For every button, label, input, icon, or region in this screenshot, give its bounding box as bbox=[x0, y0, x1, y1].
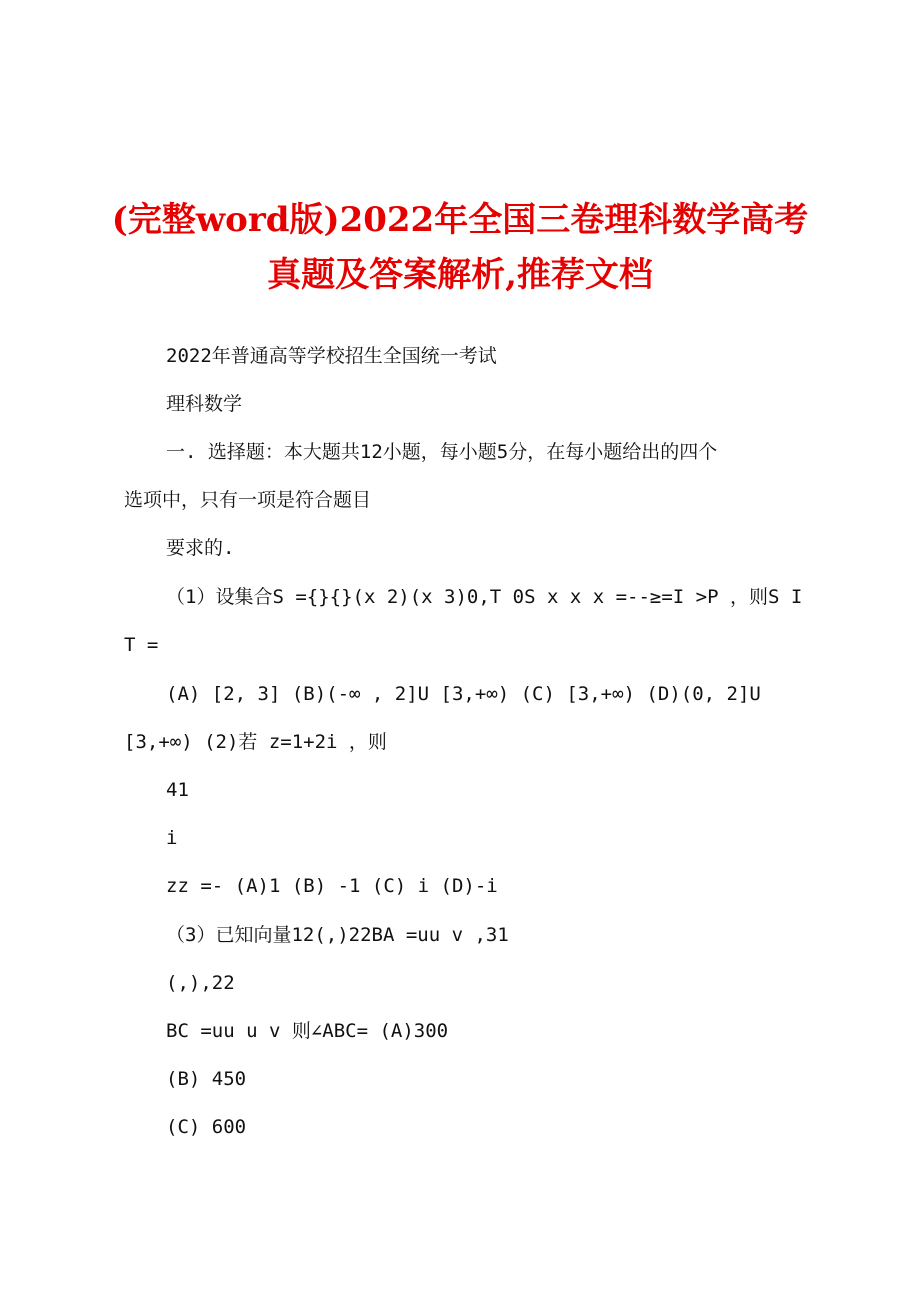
section-header-line-1: 一. 选择题：本大题共12小题，每小题5分，在每小题给出的四个 bbox=[166, 441, 718, 463]
question-3-line-1: （3）已知向量12(,)22BA =uu v ,31 bbox=[166, 924, 509, 946]
question-2-fraction-mid: i bbox=[166, 827, 178, 849]
question-3-option-b: (B) 450 bbox=[166, 1068, 247, 1090]
question-1-line-2: T = bbox=[124, 634, 159, 656]
section-header-line-3: 要求的. bbox=[166, 537, 235, 559]
question-2-line: zz =- (A)1 (B) -1 (C) i (D)-i bbox=[166, 875, 498, 897]
subject-heading: 理科数学 bbox=[166, 393, 243, 415]
document-title-line-2: 真题及答案解析,推荐文档 bbox=[267, 255, 653, 295]
question-3-option-c: (C) 600 bbox=[166, 1116, 247, 1138]
question-3-line-3: BC =uu u v 则∠ABC= (A)300 bbox=[166, 1020, 449, 1042]
exam-name: 2022年普通高等学校招生全国统一考试 bbox=[166, 345, 497, 367]
question-1-options-line-1: (A) [2, 3] (B)(-∞ , 2]U [3,+∞) (C) [3,+∞) (D)(0, 2]U bbox=[166, 683, 761, 705]
question-3-line-2: (,),22 bbox=[166, 972, 235, 994]
section-header-line-2: 选项中，只有一项是符合题目 bbox=[124, 489, 372, 511]
question-1-options-line-2: [3,+∞) (2)若 z=1+2i ，则 bbox=[124, 731, 387, 753]
document-title-line-1: (完整word版)2022年全国三卷理科数学高考 bbox=[111, 200, 809, 240]
question-1-line-1: （1）设集合S ={}{}(x 2)(x 3)0,T 0S x x x =--≥=I >P ，则S I bbox=[166, 586, 803, 608]
question-2-fraction-top: 41 bbox=[166, 779, 189, 801]
